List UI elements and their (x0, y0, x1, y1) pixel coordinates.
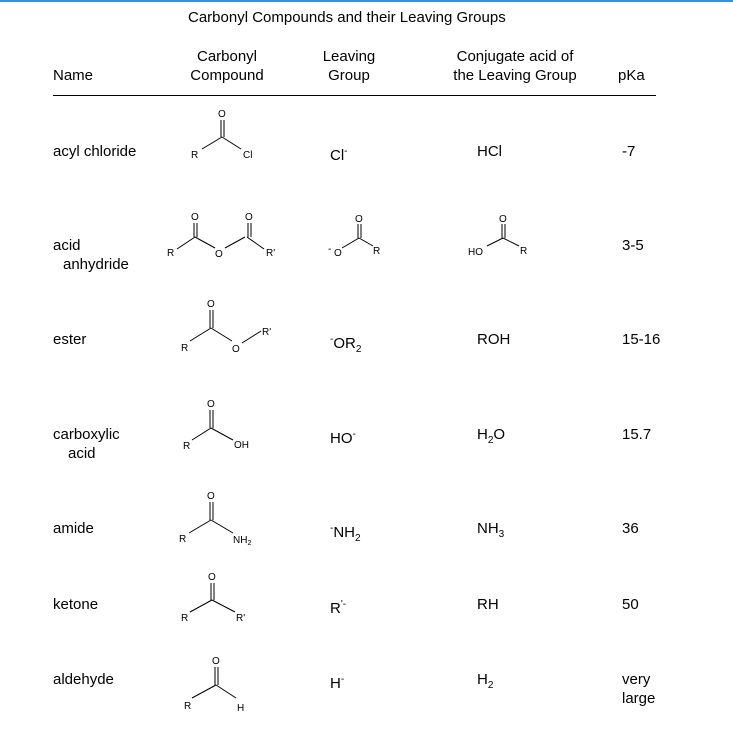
header-pka: pKa (618, 67, 645, 84)
atom-r-prime: R' (262, 327, 272, 338)
row-name-acyl-chloride: acyl chloride (53, 143, 137, 160)
conjugate-acid-alkane: RH (477, 596, 499, 613)
atom-r: R (183, 441, 191, 452)
atom-r-prime: R' (266, 248, 276, 259)
header-compound-line1: Carbonyl (196, 48, 258, 65)
header-leaving-line2: Group (328, 67, 370, 84)
atom-r-prime: R' (236, 613, 246, 624)
atom-o: O (212, 656, 220, 667)
leaving-group-hydroxide: HO- (330, 429, 356, 447)
structure-amide (175, 485, 275, 550)
atom-o: O (208, 572, 216, 583)
atom-r: R (181, 343, 189, 354)
conjugate-acid-carboxylic (467, 210, 537, 260)
atom-o: O (499, 214, 507, 225)
atom-o: O (191, 212, 199, 223)
atom-o: O (245, 212, 253, 223)
row-name-acid: acid (53, 237, 81, 254)
atom-r: R (181, 613, 189, 624)
leaving-group-amide-anion: $^-NH_2$ (330, 523, 361, 544)
atom-nh2: $NH_2$ (233, 535, 252, 547)
conjugate-acid-ammonia: $NH_3$ (477, 520, 505, 540)
atom-oh: OH (234, 440, 249, 451)
header-compound-line2: Compound (190, 67, 264, 84)
conjugate-acid-water: $H_2O$ (477, 426, 506, 446)
atom-o: O (207, 491, 215, 502)
conjugate-acid-hcl: HCl (477, 143, 502, 160)
row-name-aldehyde: aldehyde (53, 671, 114, 688)
structure-acid-anhydride (163, 206, 283, 266)
atom-r: R (167, 248, 175, 259)
structure-ester (176, 293, 286, 358)
header-conj-line2: the Leaving Group (453, 67, 577, 84)
table-title: Carbonyl Compounds and their Leaving Groups (188, 9, 506, 26)
structure-acyl-chloride (185, 103, 265, 168)
header-compound (180, 47, 274, 85)
atom-r: R (184, 701, 192, 712)
header-conj-line1: Conjugate acid of (456, 48, 574, 65)
header-leaving-group (313, 47, 385, 85)
leaving-group-alkoxide: $^-OR_2$ (330, 334, 362, 355)
pka-aldehyde-line1: very (622, 671, 651, 688)
leaving-group-carboxylate (325, 210, 385, 260)
atom-o: O (207, 399, 215, 410)
pka-ketone: 50 (622, 596, 639, 613)
atom-r: R (191, 150, 199, 161)
leaving-group-hydride: H- (330, 674, 345, 692)
atom-r: R (520, 246, 528, 257)
atom-o-bridge: O (215, 249, 223, 260)
conjugate-acid-alcohol: ROH (477, 331, 511, 348)
atom-r: R (373, 246, 381, 257)
row-name-ketone: ketone (53, 596, 99, 613)
row-name-acid-2: acid (68, 445, 96, 462)
charge-minus: - (328, 244, 332, 255)
leaving-group-chloride: Cl- (330, 146, 348, 164)
structure-carboxylic-acid (178, 393, 268, 458)
pka-ester: 15-16 (622, 331, 661, 348)
row-name-carboxylic: carboxylic (53, 426, 120, 443)
leaving-group-carbanion: R'- (330, 599, 347, 617)
atom-cl: Cl (243, 150, 253, 161)
atom-h: H (237, 703, 245, 714)
header-name: Name (53, 67, 94, 84)
pka-carboxylic-acid: 15.7 (622, 426, 652, 443)
pka-aldehyde-line2: large (622, 690, 656, 707)
pka-acyl-chloride: -7 (622, 143, 636, 160)
pka-amide: 36 (622, 520, 639, 537)
atom-o: O (355, 214, 363, 225)
row-name-amide: amide (53, 520, 94, 537)
atom-o: O (207, 299, 215, 310)
structure-ketone (175, 568, 265, 633)
conjugate-acid-hydrogen: $H_2$ (477, 671, 494, 691)
atom-ho: HO (468, 247, 483, 258)
top-accent-line (0, 0, 733, 2)
pka-acid-anhydride: 3-5 (622, 237, 644, 254)
header-rule (53, 95, 656, 96)
row-name-ester: ester (53, 331, 87, 348)
atom-o: O (218, 109, 226, 120)
atom-o: O (334, 248, 342, 259)
row-name-anhydride: anhydride (63, 256, 129, 273)
structure-aldehyde (176, 650, 266, 720)
header-conjugate-acid (432, 47, 598, 85)
atom-o-ether: O (232, 344, 240, 355)
atom-r: R (179, 534, 187, 545)
header-leaving-line1: Leaving (322, 48, 376, 65)
